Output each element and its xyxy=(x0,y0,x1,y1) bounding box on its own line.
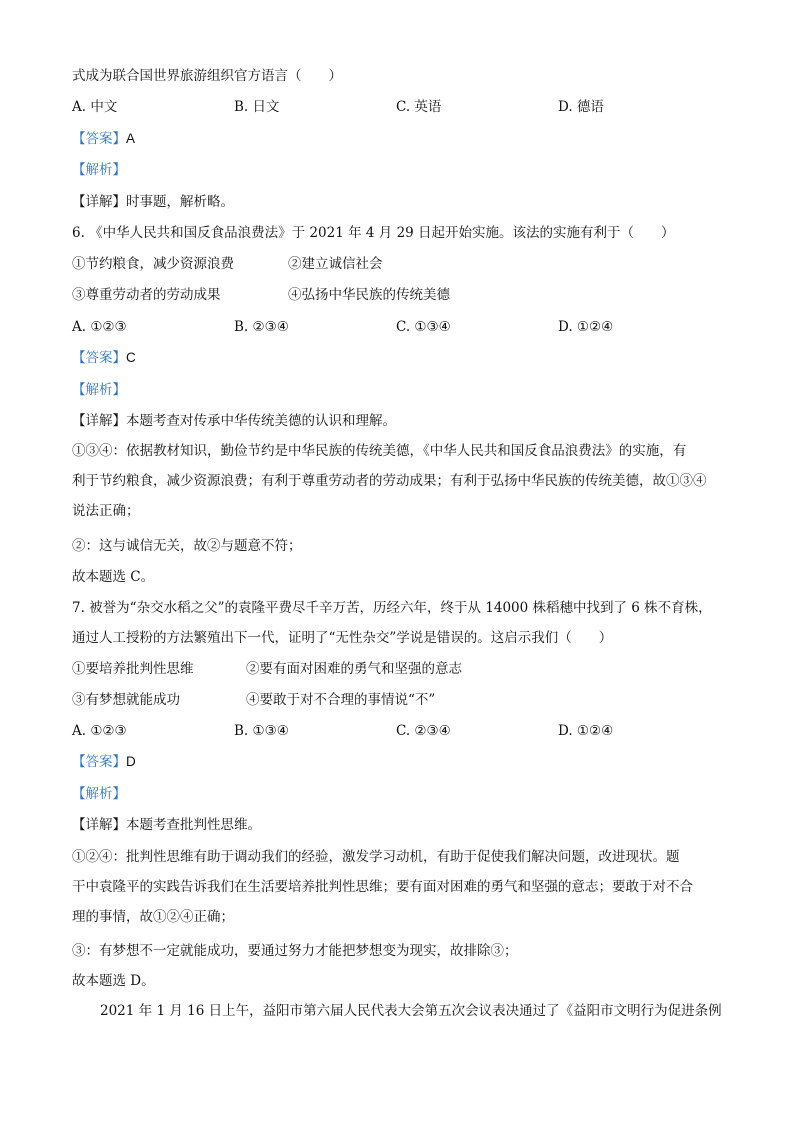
q5-answer xyxy=(72,129,732,149)
statement-1: ①要培养批判性思维 xyxy=(72,661,194,677)
explanation-line: 利于节约粮食，减少资源浪费；有利于尊重劳动者的劳动成果；有利于弘扬中华民族的传统美德，故①③④ xyxy=(72,473,707,489)
q7-explanation xyxy=(72,842,732,932)
q5-detail xyxy=(72,192,732,212)
q7-analysis-label: 【解析】 xyxy=(72,786,126,802)
q6-stem: 6. 《中华人民共和国反食品浪费法》于 2021 年 4 月 29 日起开始实施。该法的实施有利于（ ） xyxy=(72,225,675,241)
explanation-line: ①③④：依据教材知识，勤俭节约是中华民族的传统美德，《中华人民共和国反食品浪费法》的实施，有 xyxy=(72,443,687,459)
q6-statements-row1 xyxy=(72,254,732,274)
answer-label: 【答案】 xyxy=(72,754,126,770)
detail-text: 时事题，解析略。 xyxy=(126,194,234,210)
q7-stem xyxy=(72,593,732,653)
explanation-line: 干中袁隆平的实践告诉我们在生活要培养批判性思维；要有面对困难的勇气和坚强的意志；要敢于对不合 xyxy=(72,879,693,895)
q7-answer xyxy=(72,752,732,772)
option-a: A. 中文 xyxy=(72,99,118,115)
q7-options xyxy=(72,721,732,741)
q6-detail xyxy=(72,411,732,431)
q6-explanation xyxy=(72,436,732,526)
detail-label: 【详解】 xyxy=(72,817,126,833)
statement-1: ①节约粮食，减少资源浪费 xyxy=(72,256,234,272)
answer-value: D xyxy=(126,754,136,769)
q6-statements-row2 xyxy=(72,285,732,305)
q7-exclude: ③：有梦想不一定就能成功，要通过努力才能把梦想变为现实，故排除③； xyxy=(72,943,518,959)
stem-line: 7. 被誉为“杂交水稻之父”的袁隆平费尽千辛万苦，历经六年，终于从 14000 株稻穗中找到了 6 株不育株， xyxy=(72,600,712,616)
answer-label: 【答案】 xyxy=(72,350,126,366)
answer-value: A xyxy=(126,131,136,146)
option-c: C. 英语 xyxy=(396,99,442,115)
option-c: C. ②③④ xyxy=(396,723,451,739)
answer-label: 【答案】 xyxy=(72,131,126,147)
q5-stem-tail: 式成为联合国世界旅游组织官方语言（ ） xyxy=(72,68,342,84)
option-d: D. ①②④ xyxy=(558,319,614,335)
q5-options xyxy=(72,97,732,117)
answer-value: C xyxy=(126,350,136,365)
q6-options xyxy=(72,317,732,337)
next-question-passage: 2021 年 1 月 16 日上午，益阳市第六届人民代表大会第五次会议表决通过了《益阳市文明行为促进条例 xyxy=(100,1003,722,1019)
statement-2: ②要有面对困难的勇气和坚强的意志 xyxy=(246,661,462,677)
statement-4: ④弘扬中华民族的传统美德 xyxy=(288,287,450,303)
option-a: A. ①②③ xyxy=(72,319,127,335)
explanation-line: ①②④：批判性思维有助于调动我们的经验，激发学习动机，有助于促使我们解决问题，改进现状。题 xyxy=(72,849,680,865)
option-d: D. 德语 xyxy=(558,99,604,115)
q7-conclusion: 故本题选 D。 xyxy=(72,973,155,989)
q6-answer xyxy=(72,348,732,368)
option-c: C. ①③④ xyxy=(396,319,451,335)
q7-detail xyxy=(72,815,732,835)
explanation-line: 说法正确； xyxy=(72,503,140,519)
detail-label: 【详解】 xyxy=(72,413,126,429)
statement-3: ③有梦想就能成功 xyxy=(72,692,180,708)
q6-analysis-label: 【解析】 xyxy=(72,382,126,398)
detail-text: 本题考查批判性思维。 xyxy=(126,817,261,833)
statement-2: ②建立诚信社会 xyxy=(288,256,383,272)
option-b: B. ①③④ xyxy=(234,723,289,739)
q6-conclusion: 故本题选 C。 xyxy=(72,569,155,585)
q5-analysis-label: 【解析】 xyxy=(72,162,126,178)
q7-statements-row2 xyxy=(72,690,732,710)
detail-text: 本题考查对传承中华传统美德的认识和理解。 xyxy=(126,413,396,429)
statement-3: ③尊重劳动者的劳动成果 xyxy=(72,287,221,303)
explanation-line: 理的事情，故①②④正确； xyxy=(72,909,234,925)
statement-4: ④要敢于对不合理的事情说“不” xyxy=(246,692,436,708)
detail-label: 【详解】 xyxy=(72,194,126,210)
option-b: B. 日文 xyxy=(234,99,280,115)
q7-statements-row1 xyxy=(72,659,732,679)
q6-exclude: ②：这与诚信无关，故②与题意不符； xyxy=(72,538,302,554)
option-a: A. ①②③ xyxy=(72,723,127,739)
option-d: D. ①②④ xyxy=(558,723,614,739)
option-b: B. ②③④ xyxy=(234,319,289,335)
stem-line: 通过人工授粉的方法繁殖出下一代，证明了“无性杂交”学说是错误的。这启示我们（ ） xyxy=(72,630,613,646)
